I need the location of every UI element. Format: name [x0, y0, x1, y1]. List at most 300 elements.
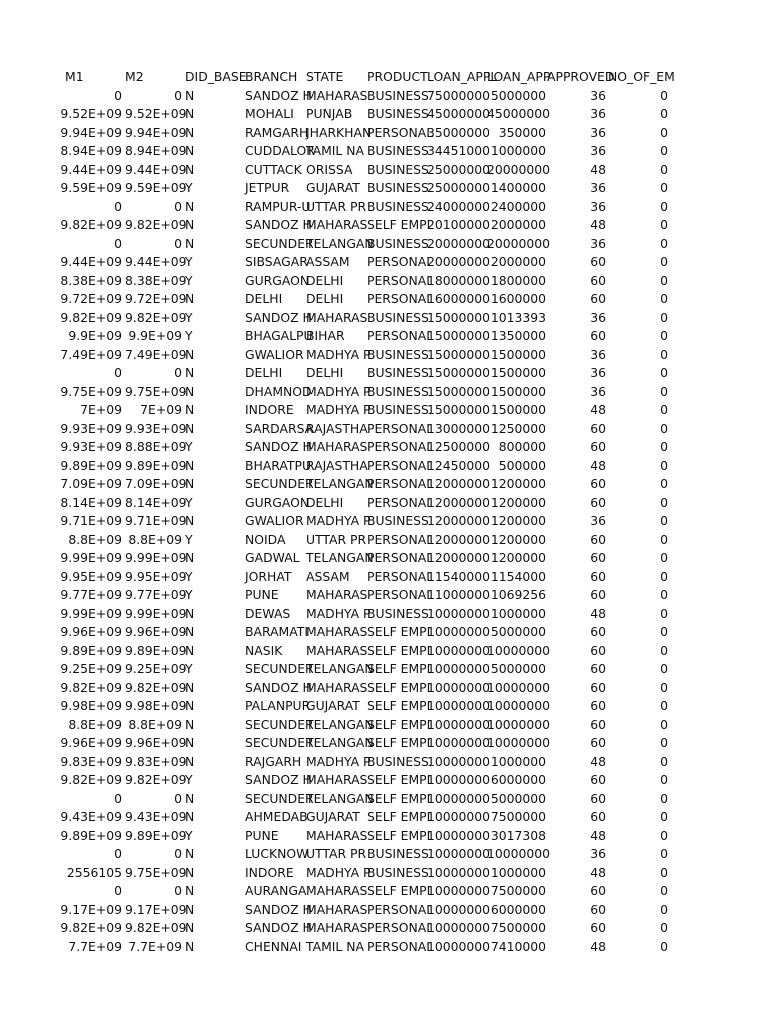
header-branch[interactable]: BRANCH — [245, 69, 298, 84]
header-state[interactable]: STATE — [306, 69, 344, 84]
cell-m1[interactable]: 9.71E+09 — [60, 513, 122, 528]
cell-loan-appl[interactable]: 10000000 — [427, 772, 491, 787]
cell-loan-app[interactable]: 5000000 — [490, 624, 546, 639]
cell-did-base[interactable]: N — [185, 716, 195, 732]
cell-state[interactable]: BIHAR — [306, 328, 345, 343]
cell-state[interactable]: UTTAR PR — [306, 198, 367, 214]
cell-state[interactable]: TELANGAN — [306, 735, 374, 750]
cell-product[interactable]: BUSINESS — [367, 846, 429, 861]
cell-approved[interactable]: 60 — [590, 476, 606, 491]
cell-loan-appl[interactable]: 10000000 — [427, 624, 491, 639]
cell-approved[interactable]: 48 — [590, 753, 606, 769]
cell-branch[interactable]: RAMPUR-U — [245, 198, 311, 214]
cell-loan-app[interactable]: 7500000 — [490, 883, 546, 898]
cell-no-of-em[interactable]: 0 — [660, 550, 668, 565]
cell-loan-appl[interactable]: 10000000 — [427, 864, 491, 880]
cell-loan-app[interactable]: 1000000 — [490, 143, 546, 158]
header-no-of-em[interactable]: NO_OF_EM — [608, 69, 675, 84]
cell-loan-appl[interactable]: 10000000 — [427, 642, 491, 658]
cell-m1[interactable]: 9.93E+09 — [60, 420, 122, 436]
cell-m2[interactable]: 9.59E+09 — [125, 180, 187, 195]
cell-branch[interactable]: DELHI — [245, 365, 283, 380]
cell-loan-app[interactable]: 1000000 — [490, 605, 546, 621]
cell-approved[interactable]: 60 — [590, 679, 606, 695]
cell-m2[interactable]: 9.98E+09 — [125, 698, 187, 713]
cell-branch[interactable]: SECUNDER — [245, 235, 314, 251]
cell-m2[interactable]: 9.95E+09 — [125, 568, 187, 584]
cell-no-of-em[interactable]: 0 — [660, 642, 668, 658]
cell-approved[interactable]: 36 — [590, 106, 606, 121]
cell-did-base[interactable]: Y — [185, 180, 193, 195]
cell-no-of-em[interactable]: 0 — [660, 753, 668, 769]
cell-loan-app[interactable]: 1250000 — [490, 420, 546, 436]
cell-did-base[interactable]: N — [185, 735, 195, 750]
cell-branch[interactable]: BARAMATI — [245, 624, 308, 639]
cell-state[interactable]: MAHARAS — [306, 309, 368, 325]
cell-branch[interactable]: RAJGARH — [245, 753, 302, 769]
cell-loan-app[interactable]: 1600000 — [490, 291, 546, 306]
cell-no-of-em[interactable]: 0 — [660, 513, 668, 528]
cell-did-base[interactable]: Y — [185, 309, 193, 325]
cell-approved[interactable]: 60 — [590, 568, 606, 584]
cell-no-of-em[interactable]: 0 — [660, 235, 668, 251]
cell-m1[interactable]: 9.93E+09 — [60, 439, 122, 454]
cell-m2[interactable]: 0 — [174, 198, 182, 214]
cell-approved[interactable]: 36 — [590, 235, 606, 251]
cell-m1[interactable]: 9.72E+09 — [60, 291, 122, 306]
cell-product[interactable]: PERSONAL — [367, 254, 434, 269]
cell-product[interactable]: PERSONAL — [367, 901, 434, 917]
cell-state[interactable]: TELANGAN — [306, 716, 374, 732]
cell-approved[interactable]: 60 — [590, 716, 606, 732]
cell-no-of-em[interactable]: 0 — [660, 920, 668, 935]
cell-approved[interactable]: 36 — [590, 87, 606, 103]
cell-m1[interactable]: 9.43E+09 — [60, 809, 122, 824]
cell-state[interactable]: TELANGAN — [306, 550, 374, 565]
cell-loan-appl[interactable]: 10000000 — [427, 679, 491, 695]
cell-no-of-em[interactable]: 0 — [660, 901, 668, 917]
cell-m1[interactable]: 0 — [114, 365, 122, 380]
cell-no-of-em[interactable]: 0 — [660, 180, 668, 195]
cell-approved[interactable]: 60 — [590, 920, 606, 935]
cell-m1[interactable]: 9.82E+09 — [60, 920, 122, 935]
cell-product[interactable]: PERSONAL — [367, 328, 434, 343]
cell-no-of-em[interactable]: 0 — [660, 698, 668, 713]
cell-loan-app[interactable]: 1200000 — [490, 531, 546, 547]
cell-loan-app[interactable]: 1000000 — [490, 753, 546, 769]
cell-loan-appl[interactable]: 10000000 — [427, 790, 491, 806]
cell-state[interactable]: TELANGAN — [306, 476, 374, 491]
cell-branch[interactable]: BHAGALPU — [245, 328, 313, 343]
cell-loan-app[interactable]: 350000 — [498, 124, 546, 140]
cell-branch[interactable]: GURGAON — [245, 494, 310, 510]
cell-m2[interactable]: 9.94E+09 — [125, 124, 187, 140]
cell-approved[interactable]: 36 — [590, 143, 606, 158]
cell-branch[interactable]: LUCKNOW — [245, 846, 309, 861]
cell-approved[interactable]: 60 — [590, 494, 606, 510]
cell-m2[interactable]: 9.82E+09 — [125, 920, 187, 935]
cell-loan-app[interactable]: 1500000 — [490, 383, 546, 399]
cell-m1[interactable]: 7E+09 — [80, 402, 122, 417]
cell-loan-appl[interactable]: 15000000 — [427, 309, 491, 325]
cell-no-of-em[interactable]: 0 — [660, 143, 668, 158]
cell-state[interactable]: DELHI — [306, 291, 344, 306]
cell-branch[interactable]: JORHAT — [245, 568, 292, 584]
cell-branch[interactable]: RAMGARH — [245, 124, 309, 140]
cell-no-of-em[interactable]: 0 — [660, 402, 668, 417]
cell-m1[interactable]: 9.17E+09 — [60, 901, 122, 917]
cell-m1[interactable]: 9.82E+09 — [60, 217, 122, 232]
cell-no-of-em[interactable]: 0 — [660, 217, 668, 232]
cell-m2[interactable]: 9.99E+09 — [125, 550, 187, 565]
cell-did-base[interactable]: N — [185, 161, 195, 177]
cell-m2[interactable]: 9.17E+09 — [125, 901, 187, 917]
cell-loan-app[interactable]: 20000000 — [487, 235, 551, 251]
cell-loan-app[interactable]: 7500000 — [490, 920, 546, 935]
cell-approved[interactable]: 48 — [590, 605, 606, 621]
cell-loan-app[interactable]: 5000000 — [490, 661, 546, 676]
cell-loan-appl[interactable]: 16000000 — [427, 291, 491, 306]
cell-product[interactable]: PERSONAL — [367, 272, 434, 288]
cell-m1[interactable]: 0 — [114, 790, 122, 806]
cell-product[interactable]: SELF EMPL — [367, 642, 434, 658]
cell-m2[interactable]: 9.72E+09 — [125, 291, 187, 306]
cell-state[interactable]: MAHARAS — [306, 439, 368, 454]
cell-no-of-em[interactable]: 0 — [660, 161, 668, 177]
cell-approved[interactable]: 48 — [590, 938, 606, 954]
cell-loan-app[interactable]: 1154000 — [490, 568, 546, 584]
cell-m2[interactable]: 9.89E+09 — [125, 827, 187, 843]
cell-state[interactable]: UTTAR PR — [306, 531, 367, 547]
cell-branch[interactable]: SARDARSA — [245, 420, 314, 436]
cell-loan-app[interactable]: 2400000 — [490, 198, 546, 214]
cell-loan-appl[interactable]: 12000000 — [427, 494, 491, 510]
cell-no-of-em[interactable]: 0 — [660, 494, 668, 510]
cell-no-of-em[interactable]: 0 — [660, 291, 668, 306]
cell-loan-app[interactable]: 1400000 — [490, 180, 546, 195]
cell-approved[interactable]: 36 — [590, 309, 606, 325]
cell-approved[interactable]: 48 — [590, 217, 606, 232]
cell-loan-appl[interactable]: 12000000 — [427, 513, 491, 528]
cell-m1[interactable]: 9.96E+09 — [60, 735, 122, 750]
cell-approved[interactable]: 60 — [590, 587, 606, 602]
cell-no-of-em[interactable]: 0 — [660, 198, 668, 214]
cell-m2[interactable]: 0 — [174, 846, 182, 861]
cell-no-of-em[interactable]: 0 — [660, 87, 668, 103]
cell-m2[interactable]: 0 — [174, 365, 182, 380]
cell-did-base[interactable]: Y — [185, 494, 193, 510]
cell-loan-app[interactable]: 10000000 — [487, 698, 551, 713]
cell-loan-app[interactable]: 1200000 — [490, 476, 546, 491]
cell-product[interactable]: BUSINESS — [367, 864, 429, 880]
cell-m1[interactable]: 0 — [114, 235, 122, 251]
cell-product[interactable]: PERSONAL — [367, 457, 434, 473]
cell-branch[interactable]: INDORE — [245, 864, 294, 880]
cell-loan-app[interactable]: 2000000 — [490, 254, 546, 269]
cell-did-base[interactable]: Y — [185, 568, 193, 584]
cell-branch[interactable]: SANDOZ H — [245, 772, 312, 787]
cell-product[interactable]: SELF EMPL — [367, 679, 434, 695]
cell-loan-app[interactable]: 10000000 — [487, 679, 551, 695]
cell-did-base[interactable]: N — [185, 901, 195, 917]
cell-loan-appl[interactable]: 10000000 — [427, 827, 491, 843]
cell-approved[interactable]: 60 — [590, 291, 606, 306]
cell-m2[interactable]: 8.38E+09 — [125, 272, 187, 288]
cell-loan-app[interactable]: 1069256 — [490, 587, 546, 602]
cell-no-of-em[interactable]: 0 — [660, 624, 668, 639]
cell-loan-appl[interactable]: 25000000 — [427, 161, 491, 177]
cell-m1[interactable]: 9.44E+09 — [60, 161, 122, 177]
cell-loan-appl[interactable]: 15000000 — [427, 328, 491, 343]
cell-state[interactable]: ASSAM — [306, 568, 350, 584]
cell-loan-appl[interactable]: 10000000 — [427, 661, 491, 676]
cell-m2[interactable]: 8.8E+09 — [128, 716, 182, 732]
header-approved[interactable]: APPROVED — [547, 69, 615, 84]
cell-m2[interactable]: 9.43E+09 — [125, 809, 187, 824]
cell-product[interactable]: BUSINESS — [367, 235, 429, 251]
cell-loan-appl[interactable]: 15000000 — [427, 365, 491, 380]
cell-product[interactable]: BUSINESS — [367, 402, 429, 417]
cell-state[interactable]: RAJASTHA — [306, 420, 368, 436]
cell-did-base[interactable]: N — [185, 624, 195, 639]
cell-loan-appl[interactable]: 10000000 — [427, 698, 491, 713]
cell-branch[interactable]: SANDOZ H — [245, 439, 312, 454]
cell-loan-appl[interactable]: 11540000 — [427, 568, 491, 584]
cell-did-base[interactable]: N — [185, 198, 195, 214]
cell-state[interactable]: MAHARAS — [306, 217, 368, 232]
cell-m2[interactable]: 8.94E+09 — [125, 143, 187, 158]
cell-state[interactable]: JHARKHAN — [306, 124, 372, 140]
cell-did-base[interactable]: Y — [185, 587, 193, 602]
cell-m1[interactable]: 9.99E+09 — [60, 550, 122, 565]
cell-approved[interactable]: 60 — [590, 772, 606, 787]
cell-state[interactable]: ASSAM — [306, 254, 350, 269]
cell-branch[interactable]: MOHALI — [245, 106, 294, 121]
cell-product[interactable]: SELF EMPL — [367, 809, 434, 824]
cell-loan-appl[interactable]: 10000000 — [427, 753, 491, 769]
header-loan-app[interactable]: LOAN_APP — [487, 69, 551, 84]
cell-did-base[interactable]: N — [185, 790, 195, 806]
cell-did-base[interactable]: N — [185, 143, 195, 158]
cell-state[interactable]: GUJARAT — [306, 809, 360, 824]
header-m1[interactable]: M1 — [65, 69, 84, 84]
cell-no-of-em[interactable]: 0 — [660, 328, 668, 343]
cell-branch[interactable]: SECUNDER — [245, 661, 314, 676]
cell-loan-appl[interactable]: 10000000 — [427, 809, 491, 824]
cell-branch[interactable]: SECUNDER — [245, 716, 314, 732]
cell-loan-app[interactable]: 45000000 — [487, 106, 551, 121]
cell-loan-appl[interactable]: 12450000 — [427, 457, 491, 473]
cell-approved[interactable]: 48 — [590, 827, 606, 843]
cell-product[interactable]: PERSONAL — [367, 291, 434, 306]
cell-loan-app[interactable]: 6000000 — [490, 901, 546, 917]
cell-did-base[interactable]: N — [185, 457, 195, 473]
cell-loan-app[interactable]: 10000000 — [487, 735, 551, 750]
cell-m1[interactable]: 0 — [114, 198, 122, 214]
cell-m1[interactable]: 2556105 — [66, 864, 122, 880]
cell-loan-appl[interactable]: 10000000 — [427, 938, 491, 954]
cell-did-base[interactable]: N — [185, 383, 195, 399]
cell-m2[interactable]: 9.89E+09 — [125, 642, 187, 658]
cell-m1[interactable]: 7.7E+09 — [68, 938, 122, 954]
cell-state[interactable]: DELHI — [306, 494, 344, 510]
cell-approved[interactable]: 36 — [590, 198, 606, 214]
cell-branch[interactable]: CHENNAI — [245, 938, 302, 954]
cell-m1[interactable]: 9.82E+09 — [60, 772, 122, 787]
cell-no-of-em[interactable]: 0 — [660, 106, 668, 121]
cell-no-of-em[interactable]: 0 — [660, 772, 668, 787]
cell-did-base[interactable]: N — [185, 513, 195, 528]
cell-state[interactable]: MADHYA P — [306, 605, 371, 621]
cell-did-base[interactable]: N — [185, 420, 195, 436]
cell-approved[interactable]: 36 — [590, 846, 606, 861]
cell-branch[interactable]: CUDDALOR — [245, 143, 315, 158]
cell-branch[interactable]: INDORE — [245, 402, 294, 417]
cell-state[interactable]: MAHARAS — [306, 624, 368, 639]
cell-product[interactable]: SELF EMPL — [367, 883, 434, 898]
cell-loan-appl[interactable]: 20000000 — [427, 254, 491, 269]
cell-approved[interactable]: 36 — [590, 124, 606, 140]
cell-loan-app[interactable]: 1500000 — [490, 402, 546, 417]
cell-did-base[interactable]: N — [185, 938, 195, 954]
cell-product[interactable]: PERSONAL — [367, 920, 434, 935]
cell-m2[interactable]: 0 — [174, 883, 182, 898]
cell-product[interactable]: PERSONAL — [367, 439, 434, 454]
cell-m1[interactable]: 9.89E+09 — [60, 457, 122, 473]
cell-m1[interactable]: 0 — [114, 846, 122, 861]
cell-branch[interactable]: SANDOZ H — [245, 920, 312, 935]
cell-no-of-em[interactable]: 0 — [660, 531, 668, 547]
cell-state[interactable]: UTTAR PR — [306, 846, 367, 861]
cell-did-base[interactable]: N — [185, 846, 195, 861]
cell-m2[interactable]: 9.82E+09 — [125, 309, 187, 325]
cell-did-base[interactable]: N — [185, 365, 195, 380]
cell-loan-appl[interactable]: 25000000 — [427, 180, 491, 195]
cell-branch[interactable]: BHARATPU — [245, 457, 312, 473]
cell-did-base[interactable]: Y — [185, 531, 193, 547]
cell-no-of-em[interactable]: 0 — [660, 420, 668, 436]
cell-approved[interactable]: 60 — [590, 531, 606, 547]
cell-approved[interactable]: 60 — [590, 550, 606, 565]
cell-loan-app[interactable]: 6000000 — [490, 772, 546, 787]
cell-state[interactable]: MADHYA P — [306, 383, 371, 399]
cell-approved[interactable]: 48 — [590, 864, 606, 880]
cell-approved[interactable]: 60 — [590, 328, 606, 343]
cell-m2[interactable]: 9.82E+09 — [125, 679, 187, 695]
cell-approved[interactable]: 60 — [590, 883, 606, 898]
cell-approved[interactable]: 60 — [590, 790, 606, 806]
cell-no-of-em[interactable]: 0 — [660, 457, 668, 473]
cell-branch[interactable]: SECUNDER — [245, 735, 314, 750]
cell-loan-app[interactable]: 1000000 — [490, 864, 546, 880]
cell-loan-app[interactable]: 3017308 — [490, 827, 546, 843]
cell-state[interactable]: GUJARAT — [306, 698, 360, 713]
cell-state[interactable]: MAHARAS — [306, 87, 368, 103]
cell-loan-appl[interactable]: 15000000 — [427, 346, 491, 362]
cell-state[interactable]: TELANGAN — [306, 235, 374, 251]
cell-m2[interactable]: 9.71E+09 — [125, 513, 187, 528]
cell-loan-app[interactable]: 1500000 — [490, 346, 546, 362]
cell-loan-appl[interactable]: 24000000 — [427, 198, 491, 214]
header-did-base[interactable]: DID_BASE — [185, 69, 247, 84]
cell-did-base[interactable]: Y — [185, 827, 193, 843]
cell-approved[interactable]: 36 — [590, 365, 606, 380]
cell-m2[interactable]: 9.82E+09 — [125, 217, 187, 232]
cell-state[interactable]: TAMIL NA — [306, 143, 365, 158]
cell-did-base[interactable]: N — [185, 124, 195, 140]
cell-did-base[interactable]: Y — [185, 439, 193, 454]
cell-m2[interactable]: 9.93E+09 — [125, 420, 187, 436]
cell-m2[interactable]: 9.44E+09 — [125, 254, 187, 269]
cell-state[interactable]: TAMIL NA — [306, 938, 365, 954]
cell-m1[interactable]: 9.98E+09 — [60, 698, 122, 713]
cell-m1[interactable]: 9.95E+09 — [60, 568, 122, 584]
cell-loan-app[interactable]: 800000 — [498, 439, 546, 454]
cell-did-base[interactable]: N — [185, 217, 195, 232]
cell-state[interactable]: MADHYA P — [306, 346, 371, 362]
cell-m1[interactable]: 9.89E+09 — [60, 827, 122, 843]
cell-approved[interactable]: 60 — [590, 272, 606, 288]
cell-no-of-em[interactable]: 0 — [660, 124, 668, 140]
cell-loan-appl[interactable]: 10000000 — [427, 920, 491, 935]
cell-m2[interactable]: 9.52E+09 — [125, 106, 187, 121]
cell-m1[interactable]: 8.8E+09 — [68, 716, 122, 732]
cell-approved[interactable]: 60 — [590, 809, 606, 824]
cell-did-base[interactable]: N — [185, 402, 195, 417]
cell-m2[interactable]: 7.49E+09 — [125, 346, 187, 362]
cell-branch[interactable]: PUNE — [245, 587, 279, 602]
cell-m1[interactable]: 9.77E+09 — [60, 587, 122, 602]
cell-branch[interactable]: SANDOZ H — [245, 309, 312, 325]
cell-loan-appl[interactable]: 35000000 — [427, 124, 491, 140]
cell-state[interactable]: MAHARAS — [306, 901, 368, 917]
cell-approved[interactable]: 36 — [590, 346, 606, 362]
cell-state[interactable]: GUJARAT — [306, 180, 360, 195]
cell-loan-appl[interactable]: 12000000 — [427, 550, 491, 565]
cell-m2[interactable]: 9.9E+09 — [128, 328, 182, 343]
cell-did-base[interactable]: N — [185, 920, 195, 935]
cell-branch[interactable]: SANDOZ H — [245, 87, 312, 103]
cell-product[interactable]: BUSINESS — [367, 753, 429, 769]
cell-m2[interactable]: 9.44E+09 — [125, 161, 187, 177]
cell-loan-appl[interactable]: 10000000 — [427, 846, 491, 861]
cell-m1[interactable]: 9.59E+09 — [60, 180, 122, 195]
cell-m1[interactable]: 8.14E+09 — [60, 494, 122, 510]
cell-branch[interactable]: GWALIOR — [245, 346, 304, 362]
cell-branch[interactable]: SANDOZ H — [245, 679, 312, 695]
cell-loan-appl[interactable]: 75000000 — [427, 87, 491, 103]
cell-m2[interactable]: 9.89E+09 — [125, 457, 187, 473]
cell-did-base[interactable]: N — [185, 106, 195, 121]
cell-loan-appl[interactable]: 15000000 — [427, 383, 491, 399]
cell-m2[interactable]: 9.83E+09 — [125, 753, 187, 769]
header-loan-appl[interactable]: LOAN_APPL — [427, 69, 498, 84]
cell-branch[interactable]: SIBSAGAR — [245, 254, 308, 269]
cell-loan-appl[interactable]: 12000000 — [427, 531, 491, 547]
cell-did-base[interactable]: N — [185, 476, 195, 491]
cell-no-of-em[interactable]: 0 — [660, 383, 668, 399]
cell-approved[interactable]: 48 — [590, 457, 606, 473]
cell-m1[interactable]: 9.52E+09 — [60, 106, 122, 121]
cell-product[interactable]: SELF EMPL — [367, 661, 434, 676]
cell-no-of-em[interactable]: 0 — [660, 864, 668, 880]
cell-branch[interactable]: NASIK — [245, 642, 283, 658]
cell-branch[interactable]: DEWAS — [245, 605, 291, 621]
cell-loan-app[interactable]: 5000000 — [490, 87, 546, 103]
cell-loan-appl[interactable]: 10000000 — [427, 901, 491, 917]
cell-branch[interactable]: PALANPUR — [245, 698, 311, 713]
cell-approved[interactable]: 60 — [590, 735, 606, 750]
